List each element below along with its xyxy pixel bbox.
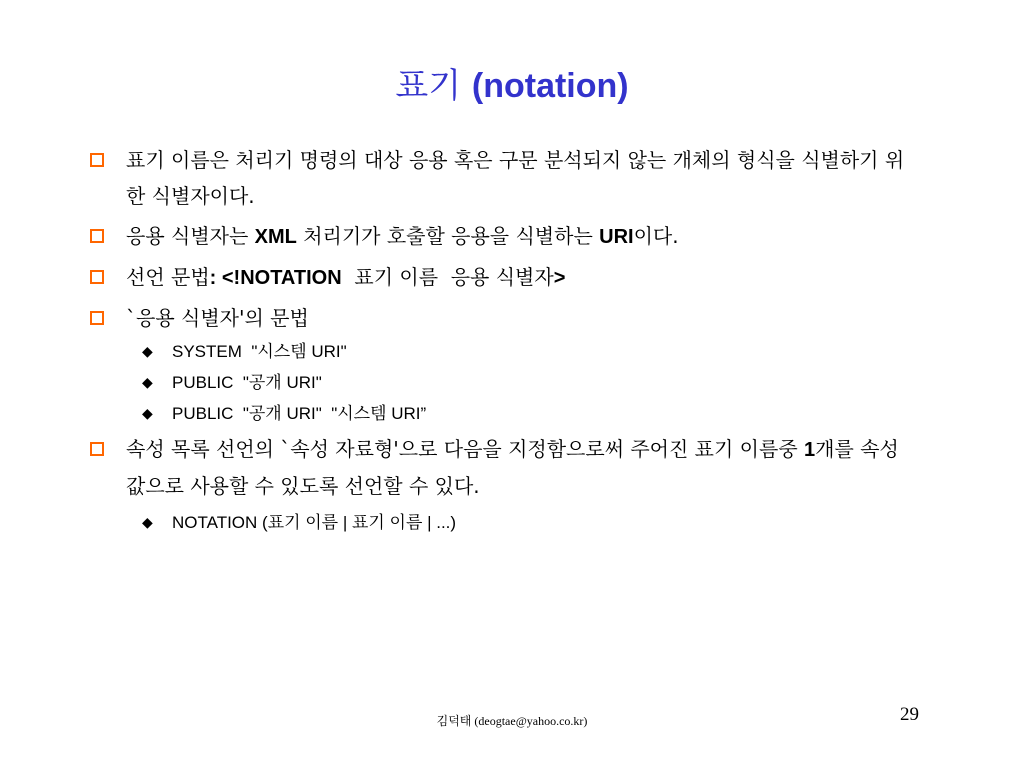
- title-english: (notation): [471, 67, 629, 105]
- text-segment: 선언 문법: [126, 265, 210, 289]
- footer-author: 김덕태 (deogtae@yahoo.co.kr): [436, 714, 588, 728]
- text-segment: 표기 이름 응용 식별자: [341, 265, 554, 289]
- diamond-bullet-icon: ◆: [142, 515, 153, 531]
- square-bullet-icon: [90, 442, 104, 456]
- sub-bullet-text: NOTATION (표기 이름 | 표기 이름 | ...): [172, 513, 457, 532]
- bullet-text: [126, 431, 920, 504]
- bold-segment: XML: [254, 226, 297, 248]
- bullet-item: [90, 259, 920, 296]
- page-number: 29: [900, 704, 919, 725]
- sub-bullet-text: PUBLIC "공개 URI" "시스템 URI”: [172, 404, 427, 423]
- bullet-item: [90, 142, 920, 214]
- square-bullet-icon: [90, 229, 104, 243]
- text-segment: 처리기가 호출할 응용을 식별하는: [296, 224, 600, 248]
- bullet-text: [126, 218, 920, 255]
- slide-title: [0, 62, 1024, 110]
- sub-bullet-item: [90, 508, 920, 538]
- diamond-bullet-icon: ◆: [142, 375, 153, 391]
- text-segment: 이다.: [633, 224, 679, 248]
- sub-bullet-text: SYSTEM "시스템 URI": [172, 342, 347, 361]
- bullet-item: [90, 300, 920, 336]
- sub-bullet-text: PUBLIC "공개 URI": [172, 373, 322, 392]
- text-segment: 응용 식별자는: [126, 224, 255, 248]
- bullet-item: [90, 218, 920, 255]
- bold-segment: >: [553, 267, 566, 289]
- diamond-bullet-icon: ◆: [142, 344, 153, 360]
- square-bullet-icon: [90, 270, 104, 284]
- bullet-text: 표기 이름은 처리기 명령의 대상 응용 혹은 구문 분석되지 않는 개체의 형식을 식별하기 위한 식별자이다.: [126, 148, 905, 208]
- bullet-item: [90, 431, 920, 504]
- sub-bullet-item: [90, 368, 920, 398]
- sub-bullet-item: [90, 399, 920, 429]
- text-segment: 개를 속성 값으로 사용할 수 있도록 선언할 수 있다.: [126, 437, 899, 498]
- slide-body: [90, 142, 920, 539]
- sub-bullet-item: [90, 337, 920, 367]
- bold-segment: 1: [804, 439, 816, 461]
- bold-segment: : <!NOTATION: [209, 267, 342, 289]
- title-korean: 표기: [395, 66, 472, 106]
- bullet-text: [126, 259, 920, 296]
- square-bullet-icon: [90, 153, 104, 167]
- text-segment: 속성 목록 선언의 `속성 자료형'으로 다음을 지정함으로써 주어진 표기 이름중: [126, 437, 804, 461]
- diamond-bullet-icon: ◆: [142, 406, 153, 422]
- square-bullet-icon: [90, 311, 104, 325]
- bold-segment: URI: [599, 226, 634, 248]
- bullet-text: `응용 식별자'의 문법: [126, 306, 309, 330]
